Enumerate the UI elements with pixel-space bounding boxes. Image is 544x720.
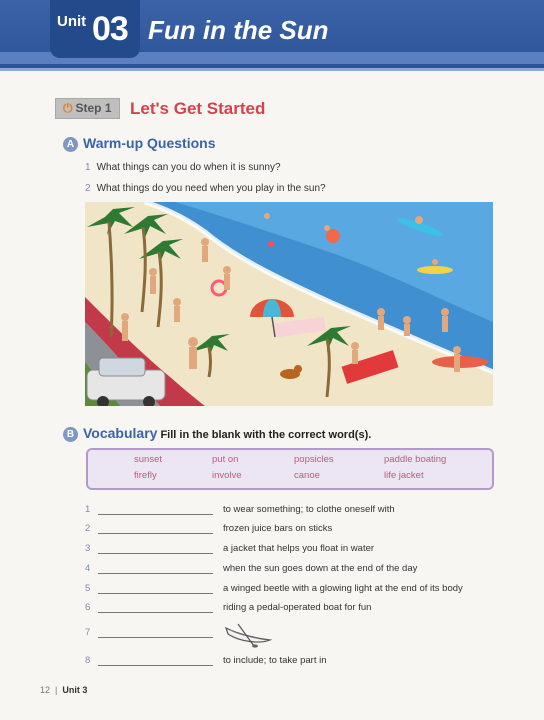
item-number: 6 (85, 602, 91, 613)
step-title: Let's Get Started (130, 98, 266, 118)
vocab-item-6 (85, 602, 505, 616)
word-bank-item: paddle boating (384, 454, 447, 465)
word-bank-item: canoe (294, 470, 320, 481)
word-bank-item: involve (212, 470, 242, 481)
item-definition: frozen juice bars on sticks (223, 523, 333, 534)
answer-blank[interactable] (98, 612, 213, 613)
vocab-item-1 (85, 504, 505, 518)
section-b-title: Vocabulary (83, 425, 158, 441)
section-b-heading (63, 425, 371, 442)
section-b-letter: B (63, 427, 78, 442)
item-number: 3 (85, 543, 91, 554)
question-number: 2 (85, 183, 91, 194)
answer-blank[interactable] (98, 637, 213, 638)
item-number: 7 (85, 627, 91, 638)
vocab-item-4 (85, 563, 505, 577)
question-text: What things do you need when you play in the sun? (96, 183, 326, 194)
section-b-instruction: Fill in the blank with the correct word(s). (160, 429, 372, 441)
word-bank-item: put on (212, 454, 239, 465)
vocab-item-7 (85, 627, 505, 641)
page-footer: 12 | Unit 3 (40, 685, 88, 695)
item-number: 4 (85, 563, 91, 574)
answer-blank[interactable] (98, 593, 213, 594)
section-a-heading (63, 135, 216, 152)
question-number: 1 (85, 162, 91, 173)
item-number: 8 (85, 655, 91, 666)
step-label: Step (75, 101, 102, 115)
word-bank-item: popsicles (294, 454, 334, 465)
unit-word: Unit (57, 13, 87, 30)
vocab-item-2 (85, 523, 505, 537)
word-bank (86, 448, 494, 490)
unit-title: Fun in the Sun (148, 15, 329, 45)
item-definition: to wear something; to clothe oneself with (223, 504, 395, 515)
answer-blank[interactable] (98, 553, 213, 554)
word-bank-item: life jacket (384, 470, 424, 481)
unit-number: 03 (92, 10, 128, 48)
question-1 (85, 162, 281, 173)
power-icon: ⏻ (63, 101, 73, 115)
answer-blank[interactable] (98, 665, 213, 666)
item-number: 1 (85, 504, 91, 515)
answer-blank[interactable] (98, 514, 213, 515)
item-definition: when the sun goes down at the end of the day (223, 563, 418, 574)
section-a-title: Warm-up Questions (83, 135, 216, 151)
item-definition: to include; to take part in (223, 655, 327, 666)
word-bank-item: firefly (134, 470, 157, 481)
answer-blank[interactable] (98, 573, 213, 574)
item-definition: a jacket that helps you float in water (223, 543, 375, 554)
vocab-item-5 (85, 583, 505, 597)
item-definition: a winged beetle with a glowing light at the end of its body (223, 583, 463, 594)
question-text: What things can you do when it is sunny? (96, 162, 281, 173)
word-bank-item: sunset (134, 454, 162, 465)
vocab-item-8 (85, 655, 505, 669)
question-2 (85, 183, 326, 194)
vocab-item-3 (85, 543, 505, 557)
item-number: 2 (85, 523, 91, 534)
beach-illustration (85, 202, 493, 406)
step-badge (55, 98, 120, 119)
section-a-letter: A (63, 137, 78, 152)
step-heading (55, 98, 265, 119)
item-definition: riding a pedal-operated boat for fun (223, 602, 372, 613)
footer-unit: Unit 3 (62, 685, 88, 695)
answer-blank[interactable] (98, 533, 213, 534)
page-number: 12 (40, 685, 51, 695)
step-number: 1 (104, 101, 112, 115)
canoe-icon (224, 620, 272, 648)
item-number: 5 (85, 583, 91, 594)
